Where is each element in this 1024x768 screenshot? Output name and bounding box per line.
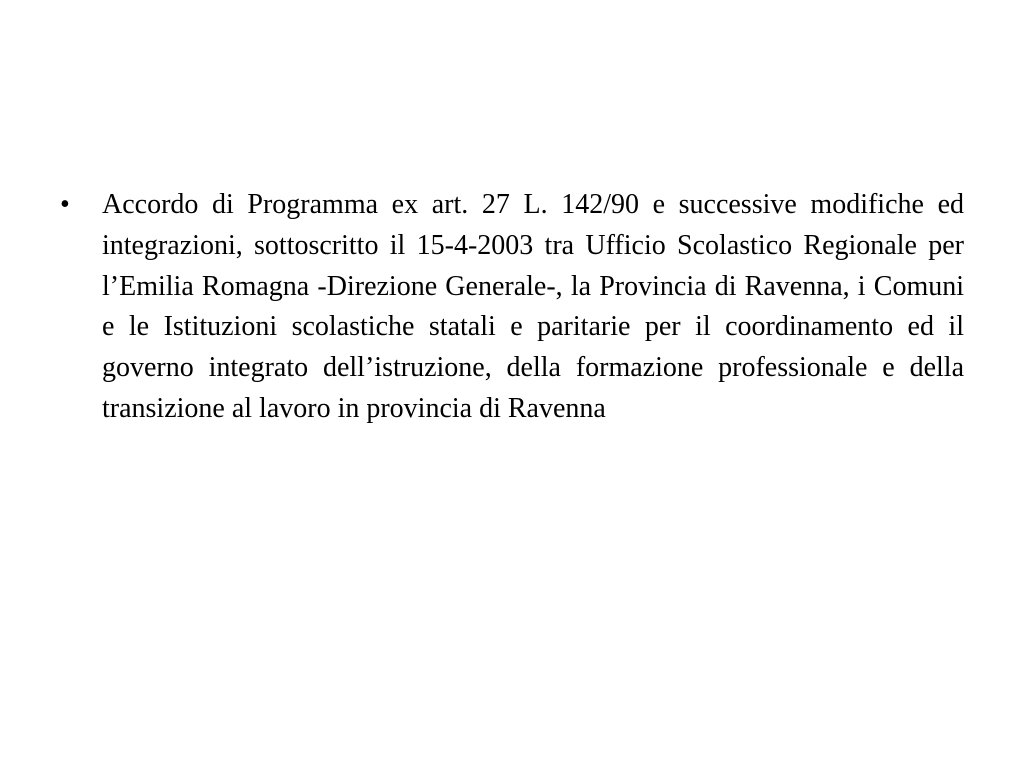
bullet-text: Accordo di Programma ex art. 27 L. 142/90 e successive modifiche ed integrazioni, sottoscritto il 15-4-2003 tra Ufficio Scolastico Regionale per l’Emilia Romagna -Direzione Generale-, la Provincia di Ravenna, i Comuni e le Istituzioni scolastiche statali e paritarie per il coordinamento ed il governo integrato dell’istruzione, della formazione professionale e della transizione al lavoro in provincia di Ravenna [102,189,964,424]
bullet-item [60,185,964,430]
bullet-list [60,185,964,430]
bullet-marker: • [60,189,70,220]
